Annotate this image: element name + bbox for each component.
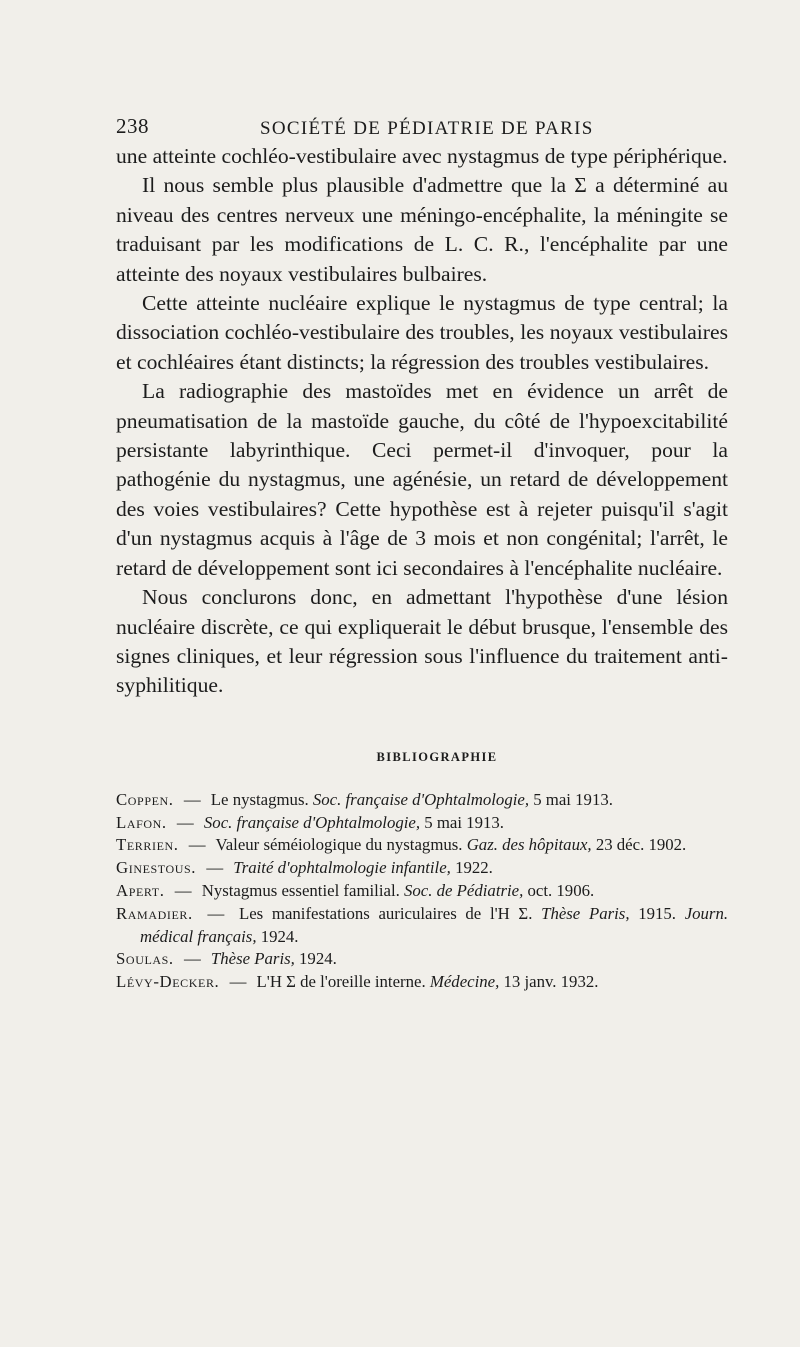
ref-dash: — <box>174 880 192 900</box>
bibliography-heading: BIBLIOGRAPHIE <box>376 749 498 764</box>
ref-title: Valeur séméiologique du nystagmus. <box>215 835 463 855</box>
ref-source: Gaz. des hôpitaux, <box>466 835 592 855</box>
ref-source: Soc. de Pédiatrie, <box>404 880 524 900</box>
journal-title: SOCIÉTÉ DE PÉDIATRIE DE PARIS <box>260 118 594 139</box>
page-number: 238 <box>116 114 149 138</box>
bibliography-entry <box>116 971 728 994</box>
ref-source: Thèse Paris, <box>541 903 630 923</box>
bibliography-entry <box>116 903 728 949</box>
paragraph-5: Nous conclurons donc, en admettant l'hypothèse d'une lésion nucléaire discrète, ce qui expliquerait le début brusque, l'ensemble des signes cliniques, et leur régression sous l'influence du traitement anti-syphilitique. <box>116 585 728 698</box>
bibliography-entry <box>116 789 728 812</box>
ref-date: 1915. <box>638 903 676 923</box>
ref-date: 1924. <box>299 949 337 969</box>
paragraph-1: une atteinte cochléo-vestibulaire avec nystagmus de type périphérique. <box>116 144 728 168</box>
bibliography-entry <box>116 812 728 835</box>
ref-date-2: 1924. <box>260 926 299 946</box>
paragraph-3: Cette atteinte nucléaire explique le nystagmus de type central; la dissociation cochléo-vestibulaire des troubles, les noyaux vestibulaires et cochléaires étant distincts; la régression des troubles vestibulaires. <box>116 291 728 374</box>
paragraph-2: Il nous semble plus plausible d'admettre que la Σ a déterminé au niveau des centres nerveux une méningo-encéphalite, la méningite se traduisant par les modifications de L. C. R., l'encéphalite par une atteinte des noyaux vestibulaires bulbaires. <box>116 173 728 286</box>
ref-title: Nystagmus essentiel familial. <box>201 880 400 900</box>
ref-source: Thèse Paris, <box>210 949 295 969</box>
bibliography-entry <box>116 834 728 857</box>
ref-dash: — <box>207 903 225 923</box>
ref-title: L'H Σ de l'oreille interne. <box>256 972 426 992</box>
ref-author: Apert. <box>116 880 165 900</box>
ref-title: Les manifestations auriculaires de l'H Σ. <box>238 903 533 923</box>
ref-date: 13 janv. 1932. <box>503 972 599 992</box>
ref-author: Soulas. <box>116 949 174 969</box>
running-head <box>116 112 728 142</box>
ref-dash: — <box>229 972 247 992</box>
ref-dash: — <box>183 789 201 809</box>
ref-author: Ginestous. <box>116 858 197 878</box>
ref-title: Le nystagmus. <box>210 789 309 809</box>
bibliography-entry <box>116 880 728 903</box>
ref-date: 23 déc. 1902. <box>595 835 687 855</box>
ref-dash: — <box>188 835 206 855</box>
ref-source: Soc. française d'Ophtalmologie, <box>312 789 530 809</box>
ref-source: Traité d'ophtalmologie infantile, <box>233 858 451 878</box>
ref-date: 5 mai 1913. <box>424 812 504 832</box>
body-text <box>116 142 728 701</box>
page <box>116 112 728 994</box>
paragraph-4: La radiographie des mastoïdes met en évidence un arrêt de pneumatisation de la mastoïde gauche, du côté de l'hypoexcitabilité persistante labyrinthique. Ceci permet-il d'invoquer, pour la pathogénie du nystagmus, une agénésie, un retard de développement des voies vestibulaires? Cette hypothèse est à rejeter puisqu'il s'agit d'un nystagmus acquis à l'âge de 3 mois et non congénital; l'arrêt, le retard de développement sont ici secondaires à l'encéphalite nucléaire. <box>116 379 728 580</box>
ref-date: 1922. <box>455 858 493 878</box>
ref-dash: — <box>206 858 224 878</box>
ref-author: Coppen. <box>116 789 174 809</box>
ref-author: Lévy-Decker. <box>116 972 220 992</box>
ref-source-2: Journ. médical français, <box>140 903 729 946</box>
ref-date: 5 mai 1913. <box>533 789 613 809</box>
ref-author: Ramadier. <box>116 903 193 923</box>
ref-date: oct. 1906. <box>527 880 595 900</box>
ref-dash: — <box>176 812 194 832</box>
bibliography-entry <box>116 857 728 880</box>
ref-author: Lafon. <box>116 812 167 832</box>
bibliography-entry <box>116 948 728 971</box>
ref-dash: — <box>183 949 201 969</box>
ref-source: Soc. française d'Ophtalmologie, <box>203 812 421 832</box>
ref-author: Terrien. <box>116 835 179 855</box>
ref-source: Médecine, <box>429 972 500 992</box>
bibliography-list <box>116 789 728 994</box>
